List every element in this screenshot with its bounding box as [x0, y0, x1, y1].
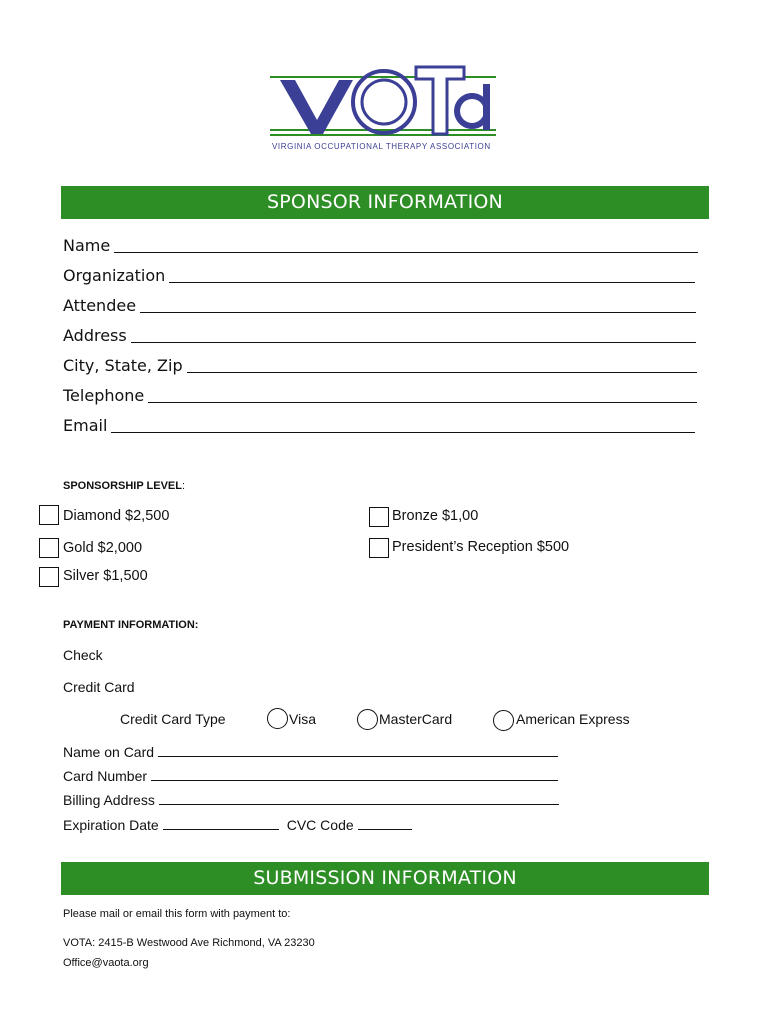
attendee-field[interactable]	[63, 292, 696, 316]
vota-logo	[268, 60, 498, 160]
submission-email: Office@vaota.org	[63, 957, 149, 969]
name-on-card-field[interactable]	[63, 742, 558, 760]
submission-section-title: SUBMISSION INFORMATION	[61, 862, 709, 895]
expiration-date-label: Expiration Date	[63, 817, 159, 833]
name-label: Name	[63, 236, 111, 255]
diamond-checkbox[interactable]	[39, 505, 59, 525]
name-on-card-input-line[interactable]	[158, 755, 558, 757]
sponsor-section-title: SPONSOR INFORMATION	[61, 186, 709, 219]
mastercard-label: MasterCard	[379, 711, 453, 727]
cvc-code-input-line[interactable]	[358, 828, 412, 830]
card-number-label: Card Number	[63, 768, 148, 784]
american-express-label: American Express	[516, 711, 630, 727]
sponsorship-level-heading	[63, 480, 185, 492]
organization-field[interactable]	[63, 262, 695, 286]
gold-option-label: Gold $2,000	[63, 540, 143, 556]
payment-information-heading: PAYMENT INFORMATION:	[63, 619, 199, 631]
sponsorship-level-heading-text: SPONSORSHIP LEVEL	[63, 480, 182, 492]
submission-instruction: Please mail or email this form with payment to:	[63, 908, 291, 920]
gold-checkbox[interactable]	[39, 538, 59, 558]
telephone-field[interactable]	[63, 382, 697, 406]
address-label: Address	[63, 326, 127, 345]
presidents-reception-checkbox[interactable]	[369, 538, 389, 558]
visa-radio[interactable]	[267, 708, 288, 729]
presidents-reception-option-label: President’s Reception $500	[392, 539, 570, 555]
email-field[interactable]	[63, 412, 695, 436]
city-state-zip-input-line[interactable]	[187, 371, 697, 373]
submission-address: VOTA: 2415-B Westwood Ave Richmond, VA 23230	[63, 937, 315, 949]
sponsorship-level-heading-colon: :	[182, 480, 186, 492]
city-state-zip-label: City, State, Zip	[63, 356, 183, 375]
telephone-label: Telephone	[63, 386, 145, 405]
telephone-input-line[interactable]	[148, 401, 697, 403]
bronze-checkbox[interactable]	[369, 507, 389, 527]
address-field[interactable]	[63, 322, 696, 346]
expiration-date-field[interactable]	[63, 815, 412, 833]
card-number-input-line[interactable]	[151, 779, 558, 781]
check-label: Check	[63, 647, 103, 663]
name-on-card-label: Name on Card	[63, 744, 155, 760]
cvc-code-label: CVC Code	[286, 817, 354, 833]
attendee-input-line[interactable]	[140, 311, 696, 313]
city-state-zip-field[interactable]	[63, 352, 697, 376]
visa-label: Visa	[289, 711, 316, 727]
attendee-label: Attendee	[63, 296, 137, 315]
address-input-line[interactable]	[131, 341, 696, 343]
credit-card-type-label: Credit Card Type	[120, 711, 226, 727]
bronze-option-label: Bronze $1,00	[392, 508, 479, 524]
expiration-date-input-line[interactable]	[163, 828, 279, 830]
billing-address-label: Billing Address	[63, 792, 155, 808]
billing-address-field[interactable]	[63, 790, 559, 808]
card-number-field[interactable]	[63, 766, 558, 784]
email-label: Email	[63, 416, 108, 435]
billing-address-input-line[interactable]	[159, 803, 559, 805]
american-express-radio[interactable]	[493, 710, 514, 731]
diamond-option-label: Diamond $2,500	[63, 508, 170, 524]
name-input-line[interactable]	[114, 251, 698, 253]
logo-tagline: VIRGINIA OCCUPATIONAL THERAPY ASSOCIATION	[272, 142, 491, 151]
email-input-line[interactable]	[111, 431, 695, 433]
silver-checkbox[interactable]	[39, 567, 59, 587]
organization-label: Organization	[63, 266, 166, 285]
name-field[interactable]	[63, 232, 698, 256]
credit-card-label: Credit Card	[63, 679, 135, 695]
organization-input-line[interactable]	[169, 281, 695, 283]
silver-option-label: Silver $1,500	[63, 568, 148, 584]
mastercard-radio[interactable]	[357, 709, 378, 730]
